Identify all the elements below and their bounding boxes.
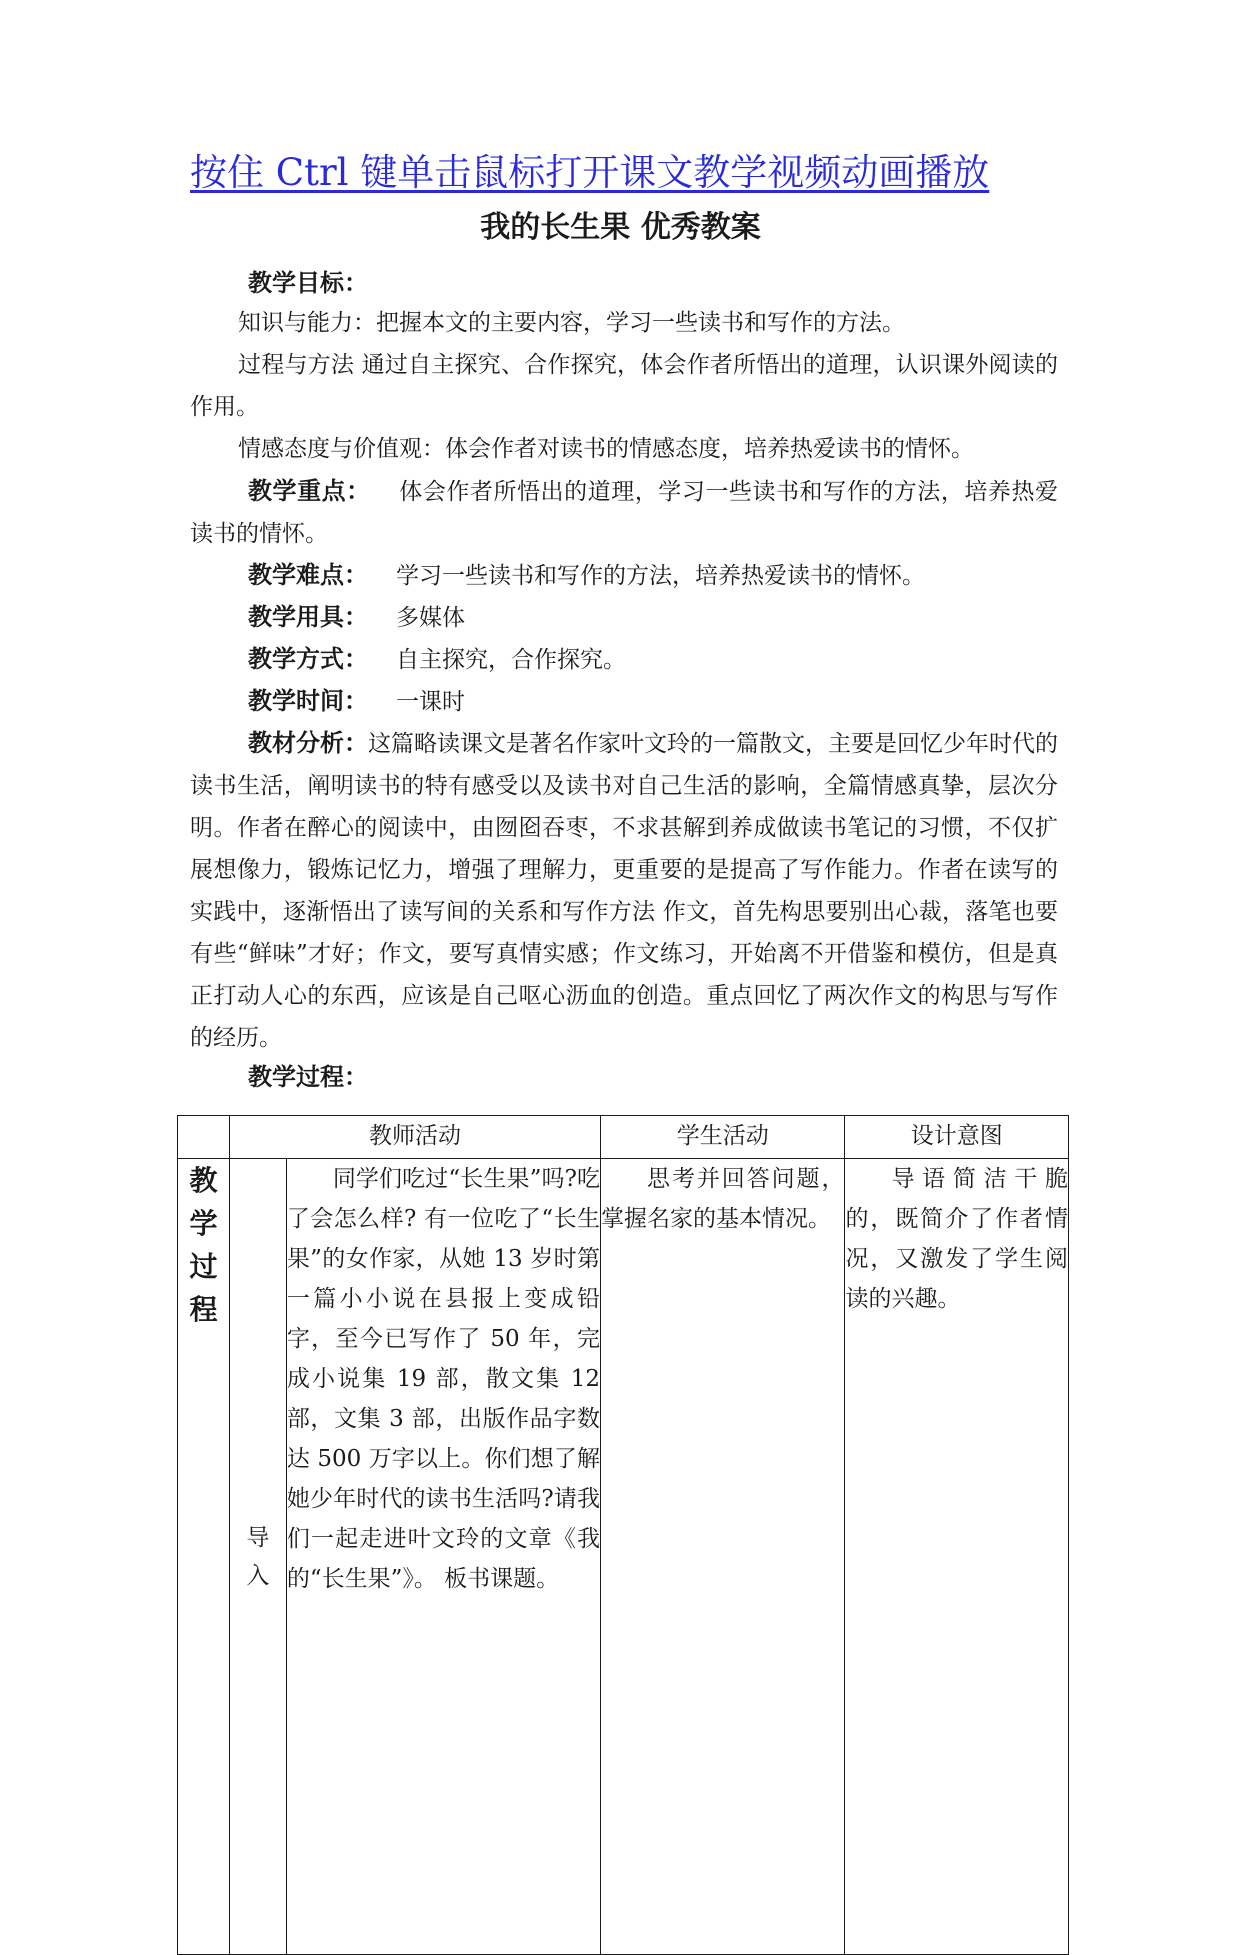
side-label-char: 学 (189, 1207, 218, 1240)
key-point-text: 体会作者所悟出的道理，学习一些读书和写作的方法，培养热爱读书的情怀。 (190, 479, 1059, 547)
analysis-label: 教材分析： (248, 729, 368, 757)
teacher-activity-text: 同学们吃过“长生果”吗?吃了会怎么样? 有一位吃了“长生果”的女作家，从她 13 岁时第一篇小小说在县报上变成铅字，至今已写作了 50 年，完成小说集 19 部，散文集 12 部，文集 3 部，出版作品字数达 500 万字以上。你们想了解她少年时代的读书生活吗?请我们一起走进叶文玲的文章《我的“长生果”》。 板书课题。 (286, 1166, 601, 1592)
difficulty-text: 学习一些读书和写作的方法，培养热爱读书的情怀。 (396, 563, 925, 589)
student-activity-text: 思考并回答问题，掌握名家的基本情况。 (601, 1166, 845, 1232)
design-intent-text: 导语简洁干脆的，既简介了作者情况，又激发了学生阅读的兴趣。 (845, 1166, 1068, 1312)
method-text: 自主探究，合作探究。 (396, 647, 626, 673)
objective-emotion-text: 情感态度与价值观：体会作者对读书的情感态度，培养热爱读书的情怀。 (238, 436, 974, 462)
student-activity-cell (601, 1159, 845, 1955)
document-title: 我的长生果 优秀教案 (480, 210, 761, 245)
stage-char: 入 (246, 1562, 270, 1589)
header-teacher: 教师活动 (229, 1116, 600, 1159)
process-heading-section (190, 1056, 1058, 1098)
stage-cell (229, 1159, 286, 1955)
objective-process-text: 过程与方法 通过自主探究、合作探究，体会作者所悟出的道理，认识课外阅读的作用。 (190, 352, 1058, 420)
table-row (178, 1159, 1069, 1955)
header-design: 设计意图 (845, 1116, 1069, 1159)
difficulty-label: 教学难点： (248, 561, 368, 589)
video-link[interactable]: 按住 Ctrl 键单击鼠标打开课文教学视频动画播放 (190, 151, 990, 194)
objective-knowledge (190, 302, 1058, 344)
difficulty-section (190, 554, 1058, 597)
time-label: 教学时间： (248, 687, 368, 715)
analysis-text: 这篇略读课文是著名作家叶文玲的一篇散文，主要是回忆少年时代的读书生活，阐明读书的特有感受以及读书对自己生活的影响，全篇情感真挚，层次分明。作者在醉心的阅读中，由囫囵吞枣，不求甚解到养成做读书笔记的习惯，不仅扩展想像力，锻炼记忆力，增强了理解力，更重要的是提高了写作能力。作者在读写的实践中，逐渐悟出了读写间的关系和写作方法 作文，首先构思要别出心裁，落笔也要有些“鲜味”才好；作文，要写真情实感；作文练习，开始离不开借鉴和模仿，但是真正打动人心的东西，应该是自己呕心沥血的创造。重点回忆了两次作文的构思与写作的经历。 (190, 731, 1058, 1051)
process-heading: 教学过程： (248, 1063, 368, 1091)
time-text: 一课时 (396, 689, 465, 715)
side-label-cell (178, 1159, 230, 1955)
side-label-char: 程 (189, 1293, 218, 1326)
table-header-row (178, 1116, 1069, 1159)
objective-emotion (190, 428, 1058, 470)
method-label: 教学方式： (248, 645, 368, 673)
method-section (190, 638, 1058, 681)
tools-text: 多媒体 (396, 605, 465, 631)
time-section (190, 680, 1058, 723)
teacher-activity-cell (286, 1159, 600, 1955)
stage-char: 导 (246, 1524, 270, 1551)
key-point-section (190, 470, 1058, 555)
header-blank-cell (178, 1116, 230, 1159)
header-student: 学生活动 (601, 1116, 845, 1159)
design-intent-cell (845, 1159, 1069, 1955)
objective-knowledge-text: 知识与能力：把握本文的主要内容，学习一些读书和写作的方法。 (238, 310, 905, 336)
tools-section (190, 596, 1058, 639)
objectives-section (190, 262, 1058, 304)
key-point-label: 教学重点： (248, 477, 371, 505)
process-table (177, 1115, 1069, 1955)
analysis-section (190, 722, 1058, 1059)
tools-label: 教学用具： (248, 603, 368, 631)
objective-process (190, 344, 1058, 428)
objectives-heading: 教学目标： (248, 269, 368, 297)
side-label-char: 过 (189, 1250, 218, 1283)
side-label-char: 教 (189, 1164, 218, 1197)
